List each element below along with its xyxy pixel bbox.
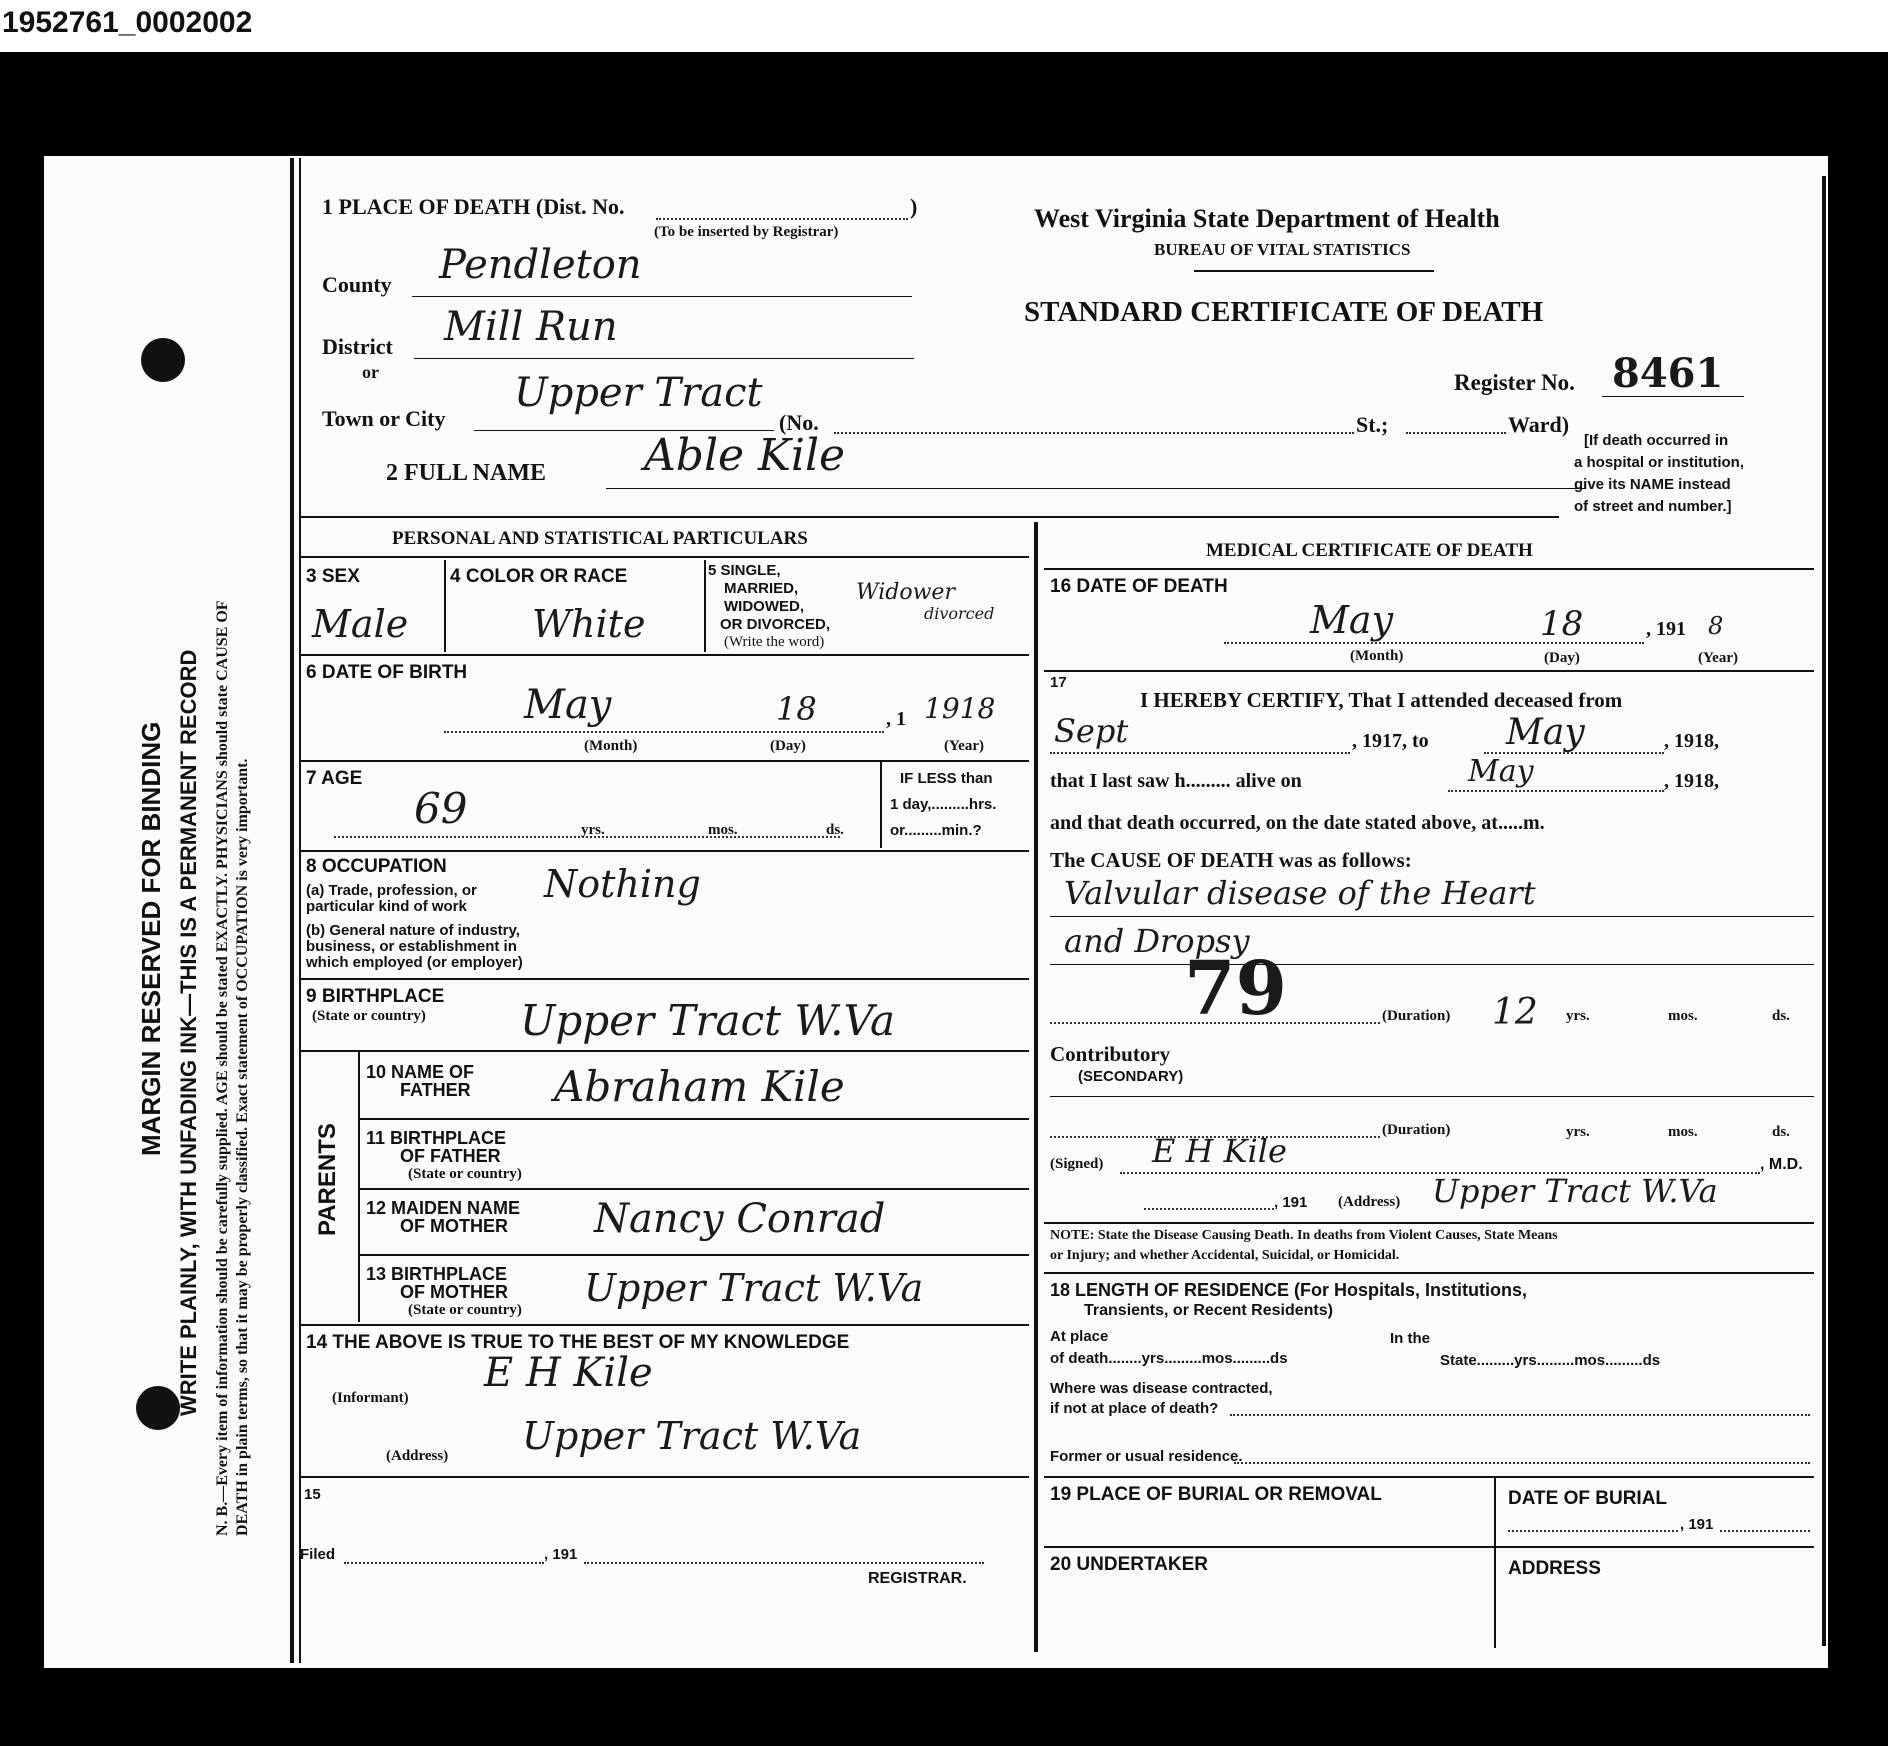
frame-left-2	[299, 158, 301, 1663]
attended-to: May	[1506, 712, 1585, 753]
cause-code: 79	[1184, 946, 1287, 1032]
physician-address: Upper Tract W.Va	[1432, 1172, 1718, 1210]
register-label: Register No.	[1454, 370, 1575, 395]
cause-line-2: and Dropsy	[1064, 922, 1250, 960]
frame-right	[1822, 176, 1826, 1646]
permanent-record-text: WRITE PLAINLY, WITH UNFADING INK—THIS IS A PERMANENT RECORD	[176, 649, 201, 1416]
county-value: Pendleton	[439, 242, 642, 288]
marital-value: Widower	[856, 580, 955, 605]
personal-heading: PERSONAL AND STATISTICAL PARTICULARS	[392, 528, 808, 549]
cause-line-1: Valvular disease of the Heart	[1064, 874, 1536, 912]
informant-value: E H Kile	[484, 1350, 653, 1396]
birthplace-value: Upper Tract W.Va	[520, 996, 896, 1045]
place-of-death-label: 1 PLACE OF DEATH (Dist. No.	[322, 194, 625, 219]
dept-title: West Virginia State Department of Health	[1034, 204, 1500, 233]
certificate-paper: MARGIN RESERVED FOR BINDING WRITE PLAINLY, WITH UNFADING INK—THIS IS A PERMANENT RECORD N. B.—Every item of information should be carefully supplied. AGE should be stated EXACTLY. PHYSICIANS should state CAUSE OF DEATH in plain terms, so that it may be properly classified. Exact statement of OCCUPATION is very important. 1 PLACE OF DEATH (Dist. No. ) (To be inserted by Registrar) County Pendleton District Mill Run or Town or City Upper Tract (No. St.; Ward) 2 FULL NAME Able Kile West Virginia State Department of Health BUREAU OF VITAL STATISTICS STANDARD CERTIFICATE OF DEATH Register No. 8461 [If death occurred in a hospital or institution, give its NAME instead of street and number.] PERSONAL AND STATISTICAL PARTICULARS 3 SEX Male 4 COLOR OR RACE White 5 SINGLE, MARRIED, WIDOWED, OR DIVORCED, (Write the word) Widower divorced 6 DATE OF BIRTH May 18 1918 , 1 (Month) (Day) (Year) 7 AGE 69 yrs. mos. ds. IF LESS than 1 day,.........hrs. or.........min.? 8 OCCUPATION (a) Trade, profession, or particular kind of work Nothing (b) General nature of industry, business, or establishment in which employed (or employer) 9 BIRTHPLACE (State or country) Upper Tract W.Va PARENTS 10 NAME OF FATHER Abraham Kile 11 BIRTHPLACE OF FATHER (State or country) 12 MAIDEN NAME OF MOTHER Nancy Conrad 13 BIRTHPLACE OF MOTHER (State or country) Upper Tract W.Va 14 THE ABOVE IS TRUE TO THE BEST OF MY KNOWLEDGE (Informant) E H Kile (Address) Upper Tract W.Va 15 Filed , 191 REGISTRAR. MEDICAL CERTIFICATE OF DEATH 16 DATE OF DEATH May 18 , 191 8 (Month) (Day) (Year) 17 I HEREBY CERTIFY, That I attended deceased from Sept , 1917, to May , 1918, that I last saw h......... alive on May , 1918, and that death occurred, on the date stated above, at.....m. The CAUSE OF DEATH was as follows: Valvular disease of the Heart and Dropsy 79 (Duration) 12 yrs. mos. ds. Contributory (SECONDARY) (Duration) yrs. mos. ds. (Signed) E H Kile , M.D. , 191 (Address) Upper Tract W.Va NOTE: State the Disease Causing Death. In deaths from Violent Causes, State Means or Injury; and whether Accidental, Suicidal, or Homicidal. 18 LENGTH OF RESIDENCE (For Hospitals, Institutions, Transients, or Recent Residents) At place of death........yrs.........mos.........ds In the State.........yrs.........mos.........ds Where was disease contracted, if not at place of death? Former or usual residence. 19 PLACE OF BURIAL OR REMOVAL DATE OF BURIAL , 191 20 UNDERTAKER ADDRESS	[44, 156, 1828, 1668]
registrar-note: (To be inserted by Registrar)	[654, 224, 839, 240]
dod-day: 18	[1540, 604, 1584, 644]
nb-line-1: N. B.—Every item of information should be carefully supplied. AGE should be stated EXACTLY. PHYSICIANS should state CAUSE OF	[214, 600, 231, 1536]
full-name-value: Able Kile	[644, 430, 846, 481]
binding-margin-text: MARGIN RESERVED FOR BINDING	[136, 721, 166, 1156]
nb-line-2: DEATH in plain terms, so that it may be properly classified. Exact statement of OCCUPATION is very important.	[234, 758, 251, 1536]
sex-value: Male	[312, 602, 409, 646]
top-bar	[0, 0, 1888, 52]
cause-duration: 12	[1492, 992, 1538, 1033]
race-value: White	[532, 602, 646, 646]
certificate-title: STANDARD CERTIFICATE OF DEATH	[1024, 296, 1544, 328]
parents-label: PARENTS	[314, 1123, 341, 1236]
binding-hole-icon	[136, 1386, 180, 1430]
bureau-title: BUREAU OF VITAL STATISTICS	[1154, 240, 1411, 259]
town-value: Upper Tract	[514, 370, 763, 416]
attended-from: Sept	[1054, 712, 1129, 750]
medical-heading: MEDICAL CERTIFICATE OF DEATH	[1206, 540, 1533, 561]
center-divider	[1034, 522, 1038, 1652]
dob-day: 18	[776, 690, 817, 728]
binding-hole-icon	[141, 338, 185, 382]
town-label: Town or City	[322, 406, 446, 431]
dob-year: 1918	[924, 692, 996, 725]
father-name: Abraham Kile	[554, 1062, 845, 1111]
informant-address: Upper Tract W.Va	[522, 1414, 862, 1458]
mother-name: Nancy Conrad	[594, 1196, 886, 1242]
certify-text: I HEREBY CERTIFY, That I attended deceased from	[1140, 688, 1623, 712]
register-number: 8461	[1612, 350, 1724, 397]
image-id: 1952761_0002002	[2, 6, 253, 39]
physician-signature: E H Kile	[1152, 1132, 1287, 1170]
dob-month: May	[524, 682, 612, 728]
occupation-value: Nothing	[544, 862, 701, 906]
full-name-label: 2 FULL NAME	[386, 460, 547, 486]
last-saw: May	[1468, 754, 1534, 789]
county-label: County	[322, 272, 392, 297]
district-value: Mill Run	[444, 304, 618, 350]
district-label: District	[322, 334, 393, 359]
dod-month: May	[1310, 598, 1394, 642]
mother-birthplace: Upper Tract W.Va	[584, 1266, 924, 1310]
frame-left	[290, 158, 294, 1663]
age-value: 69	[414, 784, 468, 833]
